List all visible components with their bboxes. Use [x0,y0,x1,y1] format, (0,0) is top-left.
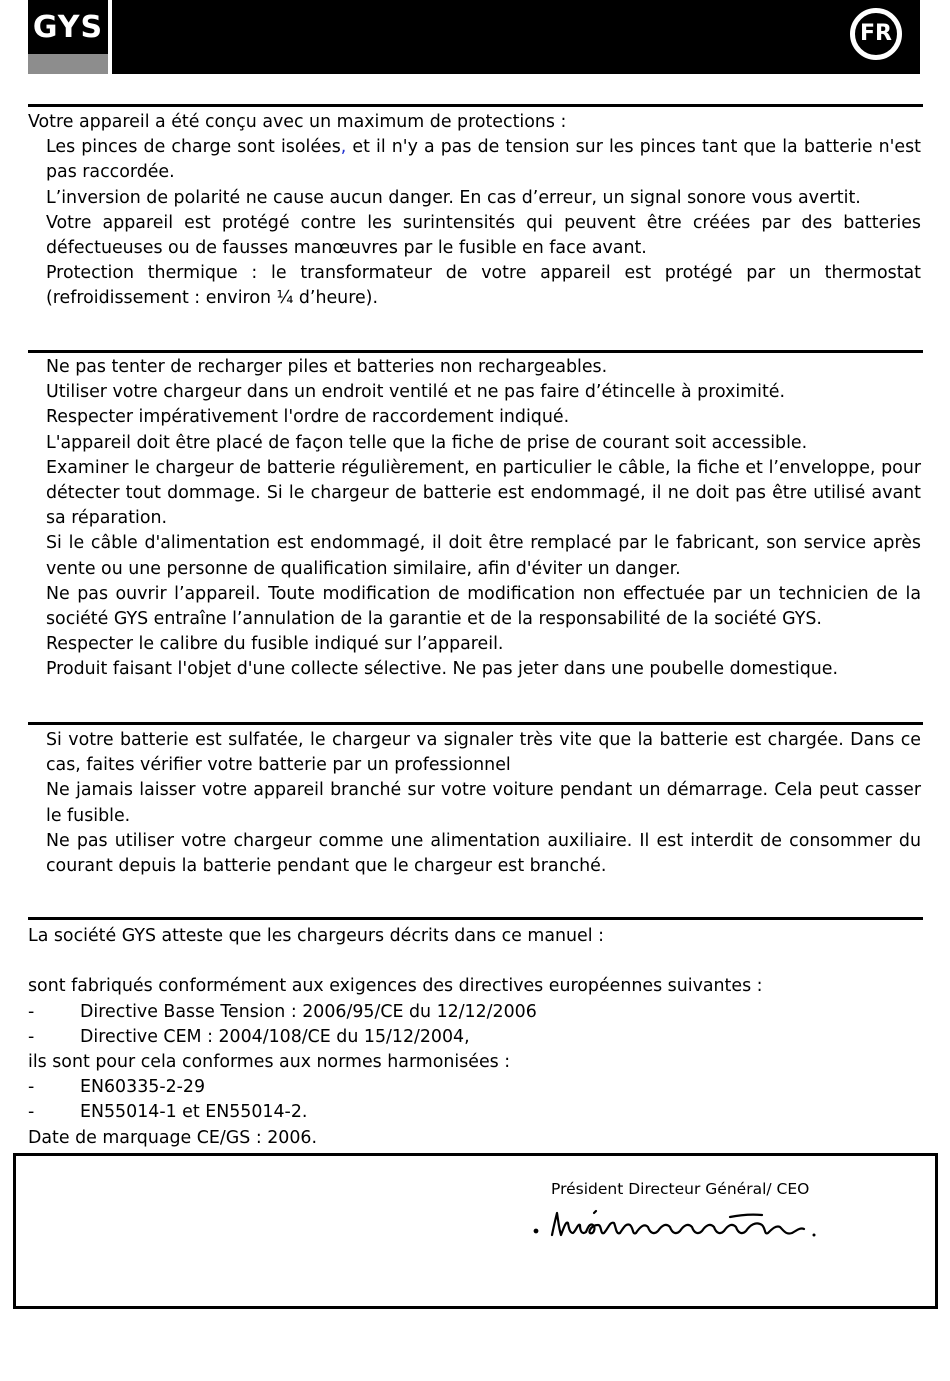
directive-item: - Directive CEM : 2004/108/CE du 15/12/2004, [28,1026,470,1047]
safety-item: Examiner le chargeur de batterie régulièrement, en particulier le câble, la fiche et l’enveloppe, pour détecter tout dommage. Si le chargeur de batterie est endommagé, il ne doit pas être utilisé avant sa réparation. [46,457,921,529]
safety-item: Ne pas ouvrir l’appareil. Toute modification de modification non effectuée par un technicien de la société GYS entraîne l’annulation de la garantie et de la responsabilité de la société GYS. [46,583,921,630]
norm-item: - EN55014-1 et EN55014-2. [28,1102,308,1123]
declaration-section [28,924,921,1151]
ceo-title: Président Directeur Général/ CEO [551,1180,810,1198]
protection-item: Protection thermique : le transformateur de votre appareil est protégé par un thermostat (refroidissement : environ ¼ d’heure). [46,263,921,309]
safety-item: Ne pas tenter de recharger piles et batteries non rechargeables. [46,357,608,377]
section-divider [28,104,923,107]
safety-item: L'appareil doit être placé de façon telle que la fiche de prise de courant soit accessible. [46,432,808,453]
declaration-line: sont fabriqués conformément aux exigences des directives européennes suivantes : [28,976,763,997]
section-divider [28,917,923,920]
protections-intro: Votre appareil a été conçu avec un maximum de protections : [28,112,567,132]
declaration-line: ils sont pour cela conformes aux normes harmonisées : [28,1052,511,1073]
declaration-line: La société GYS atteste que les chargeurs décrits dans ce manuel : [28,926,604,946]
safety-item: Respecter impérativement l'ordre de raccordement indiqué. [46,407,570,428]
gys-logo [28,0,108,74]
safety-item: Produit faisant l'objet d'une collecte sélective. Ne pas jeter dans une poubelle domestique. [46,659,838,680]
protection-item: Votre appareil est protégé contre les surintensités qui peuvent être créées par des batteries défectueuses ou de fausses manœuvres par le fusible en face avant. [46,212,921,259]
protection-item: Les pinces de charge sont isolées, et il n'y a pas de tension sur les pinces tant que la batterie n'est pas raccordée. [46,137,922,183]
norm-item: - EN60335-2-29 [28,1077,206,1098]
safety-item: Utiliser votre chargeur dans un endroit ventilé et ne pas faire d’étincelle à proximité. [46,382,786,403]
warning-item: Si votre batterie est sulfatée, le chargeur va signaler très vite que la batterie est chargée. Dans ce cas, faites vérifier votre batterie par un professionnel [46,730,921,776]
page-header [28,0,920,74]
gys-logo-text: GYS [32,10,104,45]
warning-item: Ne pas utiliser votre chargeur comme une alimentation auxiliaire. Il est interdit de consommer du courant depuis la batterie pendant que le chargeur est branché. [46,830,921,877]
section-divider [28,350,923,353]
protection-item: L’inversion de polarité ne cause aucun danger. En cas d’erreur, un signal sonore vous avertit. [46,187,861,208]
fr-language-badge: FR [850,8,902,60]
safety-item: Si le câble d'alimentation est endommagé, il doit être remplacé par le fabricant, son service après vente ou une personne de qualification similaire, afin d'éviter un danger. [46,533,921,579]
handwritten-signature [530,1205,830,1249]
protections-section [28,110,921,312]
safety-item: Respecter le calibre du fusible indiqué sur l’appareil. [46,634,504,655]
section-divider [28,722,923,725]
warning-item: Ne jamais laisser votre appareil branché sur votre voiture pendant un démarrage. Cela peut casser le fusible. [46,780,921,826]
directive-item: - Directive Basse Tension : 2006/95/CE du 12/12/2006 [28,1001,537,1022]
warnings-section [28,728,921,879]
marking-date: Date de marquage CE/GS : 2006. [28,1127,317,1148]
safety-section [28,355,921,683]
header-bar [112,0,920,74]
